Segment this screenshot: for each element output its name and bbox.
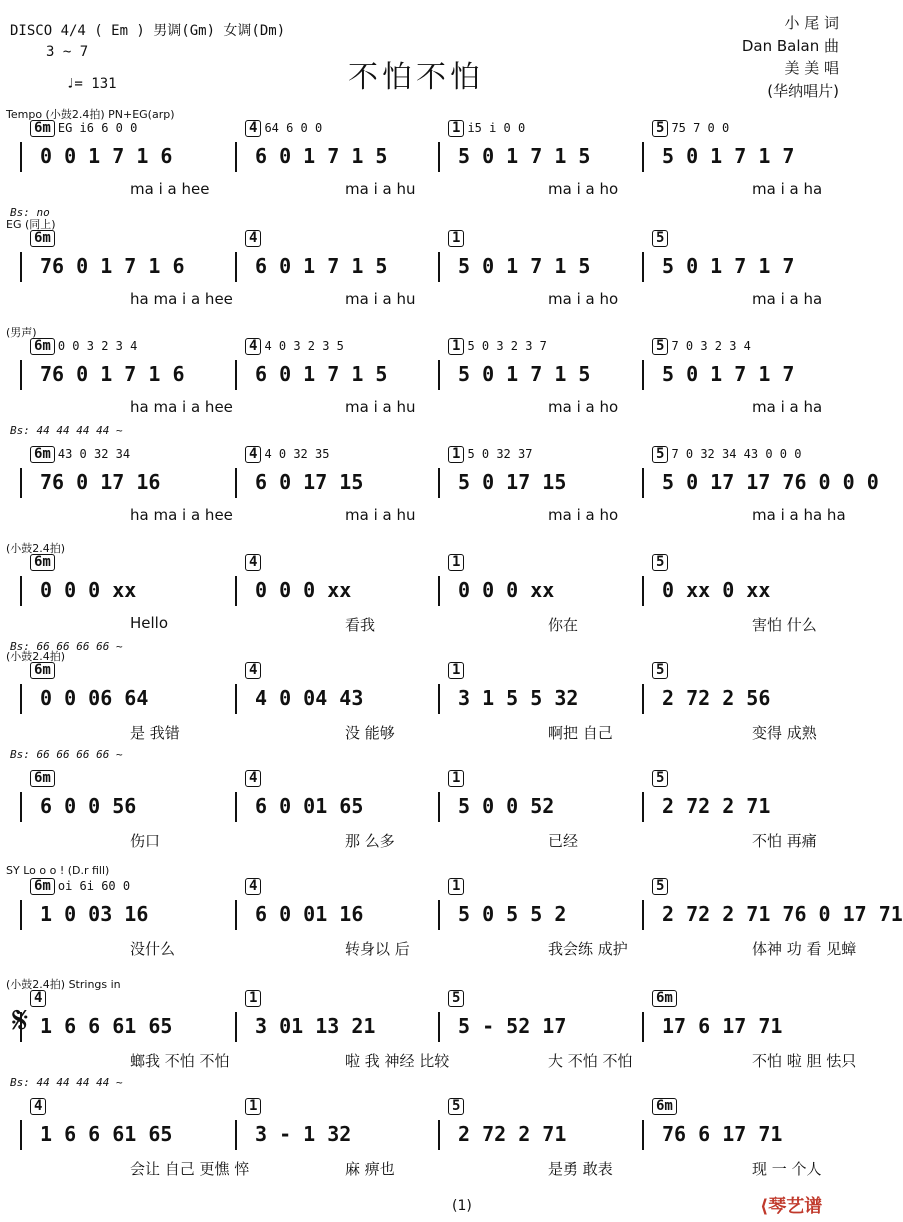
lyric-text: 啦 我 神经 比较 bbox=[345, 1052, 450, 1070]
chord-row bbox=[0, 878, 861, 900]
measure-notes: 5 0 1 7 1 7 bbox=[662, 362, 795, 386]
chord-symbol: 5 75 7 0 0 bbox=[652, 120, 729, 137]
lyric-text: 看我 bbox=[345, 616, 376, 634]
chord-symbol: 1 i5 i 0 0 bbox=[448, 120, 525, 137]
bar-line bbox=[642, 252, 644, 282]
bar-line bbox=[235, 1120, 237, 1150]
arp-notes: 43 0 32 34 bbox=[57, 447, 131, 461]
chord-symbol: 6m bbox=[652, 990, 680, 1007]
measure-notes: 0 0 1 7 1 6 bbox=[40, 144, 173, 168]
chord-row bbox=[0, 120, 861, 142]
measure-notes: 5 - 52 17 bbox=[458, 1014, 567, 1038]
chord-symbol: 4 64 6 0 0 bbox=[245, 120, 322, 137]
lyric-text: 没什么 bbox=[130, 940, 176, 958]
lyric-text: ma i a ha bbox=[752, 398, 823, 416]
lyric-text: 现 一 个人 bbox=[752, 1160, 822, 1178]
chord-symbol: 5 7 0 3 2 3 4 bbox=[652, 338, 751, 355]
chord-symbol: 6m bbox=[30, 770, 58, 787]
lyric-text: 大 不怕 不怕 bbox=[548, 1052, 633, 1070]
lyric-row bbox=[0, 290, 861, 310]
lyric-text: Hello bbox=[130, 614, 169, 632]
chord-row bbox=[0, 554, 861, 576]
bar-line bbox=[642, 142, 644, 172]
lyric-text: 害怕 什么 bbox=[752, 616, 817, 634]
measure-notes: 6 0 17 15 bbox=[255, 470, 364, 494]
chord-symbol: 5 bbox=[448, 990, 467, 1007]
arp-notes: 4 0 32 35 bbox=[264, 447, 330, 461]
arp-notes: oi 6i 60 0 bbox=[57, 879, 131, 893]
lyric-row bbox=[0, 614, 861, 634]
lyric-text: ha ma i a hee bbox=[130, 290, 233, 308]
chord-symbol: 6m bbox=[30, 554, 58, 571]
chord-row bbox=[0, 446, 861, 468]
lyric-text: 是 我错 bbox=[130, 724, 180, 742]
measure-notes: 5 0 0 52 bbox=[458, 794, 555, 818]
chord-row bbox=[0, 770, 861, 792]
bar-line bbox=[438, 1012, 440, 1042]
lyric-text: ma i a ha bbox=[752, 290, 823, 308]
arp-notes: 5 0 32 37 bbox=[467, 447, 533, 461]
instrument-label: (小鼓2.4拍) bbox=[6, 542, 66, 555]
measure-notes: 1 6 6 61 65 bbox=[40, 1122, 173, 1146]
measure-notes: 76 0 1 7 1 6 bbox=[40, 254, 185, 278]
bar-line bbox=[235, 900, 237, 930]
lyric-row bbox=[0, 1158, 861, 1178]
arp-notes: 7 0 3 2 3 4 bbox=[671, 339, 751, 353]
arp-notes: 64 6 0 0 bbox=[264, 121, 323, 135]
bar-line bbox=[20, 468, 22, 498]
label-credit: (华纳唱片) bbox=[767, 82, 839, 100]
tempo-label: ♩= 131 bbox=[66, 76, 117, 92]
lyric-row bbox=[0, 398, 861, 418]
note-row bbox=[0, 794, 861, 824]
chord-symbol: 6m 43 0 32 34 bbox=[30, 446, 130, 463]
bar-line bbox=[20, 360, 22, 390]
measure-notes: 5 0 1 7 1 5 bbox=[458, 362, 591, 386]
bar-line bbox=[235, 792, 237, 822]
lyric-text: 会让 自己 更憔 悴 bbox=[130, 1160, 250, 1178]
bar-line bbox=[235, 360, 237, 390]
lyric-text: 螂我 不怕 不怕 bbox=[130, 1052, 230, 1070]
bar-line bbox=[642, 576, 644, 606]
lyric-text: 没 能够 bbox=[345, 724, 395, 742]
instrument-label: EG (同上) bbox=[6, 218, 56, 231]
lyric-text: ma i a ha bbox=[752, 180, 823, 198]
chord-row bbox=[0, 338, 861, 360]
measure-notes: 6 0 01 65 bbox=[255, 794, 364, 818]
bar-line bbox=[438, 900, 440, 930]
measure-notes: 5 0 1 7 1 7 bbox=[662, 254, 795, 278]
lyric-text: 转身以 后 bbox=[345, 940, 410, 958]
bar-line bbox=[20, 1120, 22, 1150]
bass-line: Bs: 66 66 66 66 ~ bbox=[10, 640, 123, 653]
bar-line bbox=[235, 468, 237, 498]
measure-notes: 3 - 1 32 bbox=[255, 1122, 352, 1146]
chord-symbol: 1 bbox=[448, 662, 467, 679]
lyric-text: 伤口 bbox=[130, 832, 161, 850]
instrument-label: (小鼓2.4拍) Strings in bbox=[6, 978, 121, 991]
bar-line bbox=[642, 792, 644, 822]
note-row bbox=[0, 144, 861, 174]
arp-notes: 75 7 0 0 bbox=[671, 121, 730, 135]
lyric-text: ma i a hu bbox=[345, 398, 416, 416]
bar-line bbox=[235, 142, 237, 172]
note-row bbox=[0, 470, 879, 500]
note-row bbox=[0, 902, 903, 932]
lyric-row bbox=[0, 938, 861, 958]
chord-symbol: 4 4 0 32 35 bbox=[245, 446, 329, 463]
lyric-text: ma i a hee bbox=[130, 180, 210, 198]
bar-line bbox=[438, 468, 440, 498]
bar-line bbox=[438, 360, 440, 390]
chord-symbol: 4 bbox=[245, 554, 264, 571]
chord-symbol: 6m bbox=[30, 230, 58, 247]
chord-row bbox=[0, 990, 861, 1012]
measure-notes: 5 0 1 7 1 7 bbox=[662, 144, 795, 168]
arp-notes: EG i6 6 0 0 bbox=[57, 121, 138, 135]
chord-symbol: 5 7 0 32 34 43 0 0 0 bbox=[652, 446, 801, 463]
lyricist-credit: 小 尾 词 bbox=[784, 14, 839, 32]
measure-notes: 0 0 0 xx bbox=[40, 578, 137, 602]
lyric-text: ha ma i a hee bbox=[130, 506, 233, 524]
bar-line bbox=[642, 468, 644, 498]
measure-notes: 76 6 17 71 bbox=[662, 1122, 783, 1146]
lyric-text: 已经 bbox=[548, 832, 579, 850]
lyric-text: ma i a hu bbox=[345, 180, 416, 198]
lyric-text: 变得 成熟 bbox=[752, 724, 817, 742]
lyric-text: 我会练 成护 bbox=[548, 940, 628, 958]
measure-notes: 0 0 0 xx bbox=[255, 578, 352, 602]
note-row bbox=[0, 686, 861, 716]
chord-symbol: 6m oi 6i 60 0 bbox=[30, 878, 130, 895]
lyric-text: ma i a hu bbox=[345, 506, 416, 524]
bar-line bbox=[20, 684, 22, 714]
measure-notes: 5 0 1 7 1 5 bbox=[458, 254, 591, 278]
lyric-text: 不怕 再痛 bbox=[752, 832, 817, 850]
arp-notes: 7 0 32 34 43 0 0 0 bbox=[671, 447, 802, 461]
lyric-text: ma i a hu bbox=[345, 290, 416, 308]
chord-symbol: 4 bbox=[245, 230, 264, 247]
measure-notes: 1 6 6 61 65 bbox=[40, 1014, 173, 1038]
key-signature: DISCO 4/4 ( Em ) 男调(Gm) 女调(Dm) bbox=[10, 23, 286, 39]
instrument-label: Tempo (小鼓2.4拍) PN+EG(arp) bbox=[6, 108, 175, 121]
bar-line bbox=[438, 792, 440, 822]
logo-mark-icon: ⟨ bbox=[760, 1196, 769, 1217]
measure-notes: 17 6 17 71 bbox=[662, 1014, 783, 1038]
instrument-label: (男声) bbox=[6, 326, 37, 339]
instrument-label: (小鼓2.4拍) bbox=[6, 650, 66, 663]
lyric-row bbox=[0, 506, 861, 526]
bar-line bbox=[20, 142, 22, 172]
lyric-text: 麻 痹也 bbox=[345, 1160, 395, 1178]
measure-notes: 3 1 5 5 32 bbox=[458, 686, 579, 710]
chord-symbol: 4 bbox=[245, 770, 264, 787]
bar-line bbox=[438, 1120, 440, 1150]
chord-row bbox=[0, 662, 861, 684]
measure-notes: 0 0 0 xx bbox=[458, 578, 555, 602]
composer-credit: Dan Balan 曲 bbox=[741, 37, 839, 55]
chord-symbol: 4 bbox=[245, 662, 264, 679]
measure-notes: 2 72 2 71 bbox=[662, 794, 771, 818]
instrument-label: SY Lo o o ! (D.r fill) bbox=[6, 864, 110, 877]
bar-line bbox=[235, 1012, 237, 1042]
chord-symbol: 4 bbox=[245, 878, 264, 895]
page-number: (1) bbox=[452, 1198, 472, 1214]
measure-notes: 5 0 1 7 1 5 bbox=[458, 144, 591, 168]
chord-symbol: 5 bbox=[448, 1098, 467, 1115]
chord-row bbox=[0, 230, 861, 252]
measure-notes: 6 0 0 56 bbox=[40, 794, 137, 818]
arp-notes: 4 0 3 2 3 5 bbox=[264, 339, 344, 353]
measure-notes: 1 0 03 16 bbox=[40, 902, 149, 926]
bar-line bbox=[438, 576, 440, 606]
lyric-text: 那 么多 bbox=[345, 832, 395, 850]
segno-icon: 𝄋 bbox=[12, 998, 29, 1042]
lyric-text: 体神 功 看 见蟑 bbox=[752, 940, 857, 958]
bar-line bbox=[20, 576, 22, 606]
measure-notes: 6 0 1 7 1 5 bbox=[255, 362, 388, 386]
arp-notes: 5 0 3 2 3 7 bbox=[467, 339, 547, 353]
lyric-text: ma i a ho bbox=[548, 290, 619, 308]
measure-notes: 2 72 2 56 bbox=[662, 686, 771, 710]
logo-text: 琴艺谱 bbox=[768, 1196, 823, 1217]
measure-notes: 2 72 2 71 76 0 17 71 bbox=[662, 902, 903, 926]
chord-symbol: 6m 0 0 3 2 3 4 bbox=[30, 338, 137, 355]
bar-line bbox=[20, 792, 22, 822]
measure-notes: 6 0 1 7 1 5 bbox=[255, 254, 388, 278]
chord-symbol: 5 bbox=[652, 230, 671, 247]
chord-symbol: 6m EG i6 6 0 0 bbox=[30, 120, 137, 137]
chord-symbol: 5 bbox=[652, 878, 671, 895]
bar-line bbox=[642, 900, 644, 930]
note-row bbox=[0, 254, 861, 284]
bar-line bbox=[235, 684, 237, 714]
chord-symbol: 1 bbox=[448, 878, 467, 895]
note-row bbox=[0, 362, 861, 392]
lyric-text: 啊把 自己 bbox=[548, 724, 613, 742]
note-row bbox=[0, 578, 861, 608]
chord-row bbox=[0, 1098, 861, 1120]
chord-symbol: 1 bbox=[448, 770, 467, 787]
lyric-text: ma i a ha ha bbox=[752, 506, 846, 524]
measure-notes: 5 0 17 15 bbox=[458, 470, 567, 494]
range-label: 3 ~ 7 bbox=[46, 44, 89, 60]
chord-symbol: 1 5 0 32 37 bbox=[448, 446, 532, 463]
bass-line: Bs: 66 66 66 66 ~ bbox=[10, 748, 123, 761]
bar-line bbox=[235, 576, 237, 606]
lyric-text: ha ma i a hee bbox=[130, 398, 233, 416]
lyric-text: ma i a ho bbox=[548, 180, 619, 198]
chord-symbol: 1 bbox=[245, 1098, 264, 1115]
chord-symbol: 1 bbox=[448, 554, 467, 571]
measure-notes: 0 0 06 64 bbox=[40, 686, 149, 710]
measure-notes: 5 0 5 5 2 bbox=[458, 902, 567, 926]
chord-symbol: 1 5 0 3 2 3 7 bbox=[448, 338, 547, 355]
bar-line bbox=[642, 684, 644, 714]
site-logo bbox=[760, 1192, 822, 1218]
bass-line: Bs: 44 44 44 44 ~ bbox=[10, 1076, 123, 1089]
lyric-text: 不怕 啦 胆 怯只 bbox=[752, 1052, 857, 1070]
bar-line bbox=[235, 252, 237, 282]
singer-credit: 美 美 唱 bbox=[784, 59, 839, 77]
measure-notes: 6 0 1 7 1 5 bbox=[255, 144, 388, 168]
bar-line bbox=[438, 252, 440, 282]
bar-line bbox=[438, 684, 440, 714]
bar-line bbox=[642, 360, 644, 390]
bar-line bbox=[438, 142, 440, 172]
chord-symbol: 4 bbox=[30, 990, 49, 1007]
measure-notes: 0 xx 0 xx bbox=[662, 578, 771, 602]
bass-line: Bs: 44 44 44 44 ~ bbox=[10, 424, 123, 437]
chord-symbol: 1 bbox=[448, 230, 467, 247]
chord-symbol: 6m bbox=[30, 662, 58, 679]
bar-line bbox=[20, 252, 22, 282]
song-title: 不怕不怕 bbox=[348, 60, 484, 95]
measure-notes: 6 0 01 16 bbox=[255, 902, 364, 926]
chord-symbol: 6m bbox=[652, 1098, 680, 1115]
measure-notes: 4 0 04 43 bbox=[255, 686, 364, 710]
chord-symbol: 5 bbox=[652, 770, 671, 787]
note-row bbox=[0, 1122, 861, 1152]
measure-notes: 76 0 17 16 bbox=[40, 470, 161, 494]
lyric-text: 是勇 敢表 bbox=[548, 1160, 613, 1178]
lyric-text: ma i a ho bbox=[548, 506, 619, 524]
chord-symbol: 5 bbox=[652, 662, 671, 679]
arp-notes: i5 i 0 0 bbox=[467, 121, 526, 135]
lyric-row bbox=[0, 722, 861, 742]
chord-symbol: 5 bbox=[652, 554, 671, 571]
chord-symbol: 4 4 0 3 2 3 5 bbox=[245, 338, 344, 355]
arp-notes: 0 0 3 2 3 4 bbox=[57, 339, 138, 353]
lyric-row bbox=[0, 830, 861, 850]
measure-notes: 2 72 2 71 bbox=[458, 1122, 567, 1146]
chord-symbol: 4 bbox=[30, 1098, 49, 1115]
measure-notes: 5 0 17 17 76 0 0 0 bbox=[662, 470, 879, 494]
measure-notes: 76 0 1 7 1 6 bbox=[40, 362, 185, 386]
measure-notes: 3 01 13 21 bbox=[255, 1014, 376, 1038]
bar-line bbox=[642, 1012, 644, 1042]
lyric-text: ma i a ho bbox=[548, 398, 619, 416]
note-row bbox=[0, 1014, 861, 1044]
bar-line bbox=[642, 1120, 644, 1150]
lyric-row bbox=[0, 1050, 861, 1070]
lyric-text: 你在 bbox=[548, 616, 579, 634]
bar-line bbox=[20, 900, 22, 930]
chord-symbol: 1 bbox=[245, 990, 264, 1007]
bass-line: Bs: no bbox=[10, 206, 50, 219]
lyric-row bbox=[0, 180, 861, 200]
